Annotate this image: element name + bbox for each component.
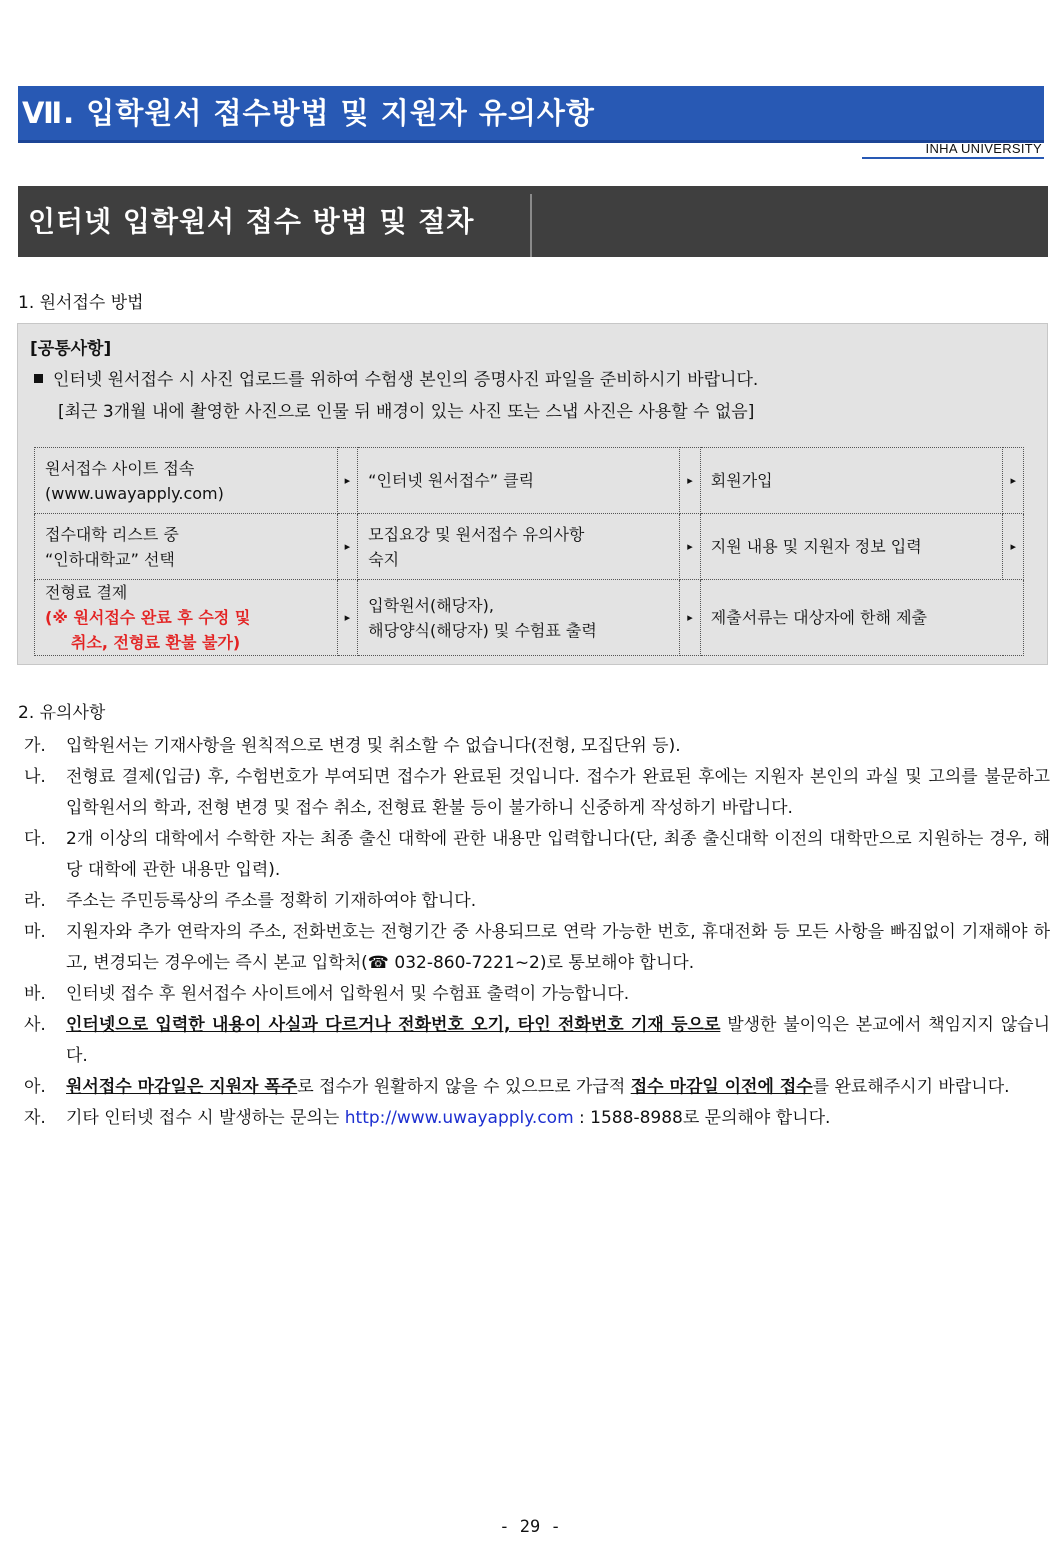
item-marker: 아. [24,1077,46,1097]
page-number: - 29 - [499,1517,561,1537]
steps-row [35,514,1024,580]
step-text: 입학원서(해당자), [368,595,494,615]
item-marker: 바. [24,984,46,1004]
step-arrow-icon: ▸ [1003,514,1024,580]
item-text [66,1103,1050,1134]
photo-notice-text: 인터넷 원서접수 시 사진 업로드를 위하여 수험생 본인의 증명사진 파일을 준비하시기 바랍니다. [53,370,759,390]
common-notes-box [17,323,1048,665]
item-text-mid: 로 접수가 원활하지 않을 수 있으므로 가급적 [297,1077,631,1097]
step-cell [358,514,680,580]
chapter-underline [18,140,1044,143]
caution-item [24,762,1050,824]
photo-restriction-note: [최근 3개월 내에 촬영한 사진으로 인물 뒤 배경이 있는 사진 또는 스냅 사진은 사용할 수 없음] [58,402,755,422]
step-text: (www.uwayapply.com) [45,483,224,503]
photo-notice [34,365,758,390]
item-text: 입학원서는 기재사항을 원칙적으로 변경 및 취소할 수 없습니다(전형, 모집단위 등). [66,736,681,756]
item-text [66,1072,1050,1103]
step-text: 숙지 [368,549,400,569]
cautions-heading: 2. 유의사항 [18,703,106,723]
common-label: [공통사항] [30,339,112,359]
caution-item [24,979,1050,1010]
application-steps-table [34,447,1024,656]
item-text-pre: 기타 인터넷 접수 시 발생하는 문의는 [66,1108,345,1128]
steps-row [35,448,1024,514]
item-marker: 나. [24,767,46,787]
step-arrow-icon: ▸ [680,580,701,656]
item-text: 주소는 주민등록상의 주소를 정확히 기재하여야 합니다. [66,891,477,911]
step-cell [35,448,338,514]
caution-item [24,731,1050,762]
caution-item [24,1072,1050,1103]
section-title: 인터넷 입학원서 접수 방법 및 절차 [28,205,475,238]
step-text: 전형료 결제 [45,583,128,602]
item-marker: 자. [24,1108,46,1128]
caution-item [24,886,1050,917]
caution-item [24,824,1050,886]
step-text: 원서접수 사이트 접속 [45,458,195,478]
item-text: 인터넷 접수 후 원서접수 사이트에서 입학원서 및 수험표 출력이 가능합니다. [66,984,630,1004]
caution-item [24,917,1050,979]
item-text: 2개 이상의 대학에서 수학한 자는 최종 출신 대학에 관한 내용만 입력합니다(단, 최종 출신대학 이전의 대학만으로 지원하는 경우, 해당 대학에 관한 내용만 입력). [66,829,1050,880]
refund-warning: (※ 원서접수 완료 후 수정 및 [45,608,251,627]
item-text: 전형료 결제(입금) 후, 수험번호가 부여되면 접수가 완료된 것입니다. 접수가 완료된 후에는 지원자 본인의 과실 및 고의를 불문하고 입학원서의 학과, 전형 변경 및 접수 취소, 전형료 환불 등이 불가하니 신중하게 작성하기 바랍니다. [66,767,1050,818]
item-marker: 사. [24,1015,46,1035]
section-divider [530,194,532,257]
uwayapply-link[interactable]: http://www.uwayapply.com [344,1108,574,1128]
step-cell [358,580,680,656]
item-text-rest: 발생한 불이익은 본교에서 책임지지 않습니다. [66,1015,1050,1066]
step-cell: 지원 내용 및 지원자 정보 입력 [700,514,1003,580]
step-text: 접수대학 리스트 중 [45,524,179,544]
item-marker: 가. [24,736,46,756]
cautions-section [18,698,1050,1134]
item-marker: 마. [24,922,46,942]
step-arrow-icon: ▸ [337,448,358,514]
step-cell [35,580,338,656]
step-text: 모집요강 및 원서접수 유의사항 [368,524,585,544]
step-cell [35,514,338,580]
emphasis-text: 접수 마감일 이전에 접수 [630,1077,813,1097]
step-arrow-icon: ▸ [1003,448,1024,514]
section-header [18,186,1048,257]
item-text [66,1010,1050,1072]
step-arrow-icon: ▸ [337,580,358,656]
steps-row [35,580,1024,656]
university-label: INHA UNIVERSITY [925,141,1042,156]
item-marker: 라. [24,891,46,911]
step-cell: 회원가입 [700,448,1003,514]
caution-item [24,1010,1050,1072]
step-cell: “인터넷 원서접수” 클릭 [358,448,680,514]
step-cell: 제출서류는 대상자에 한해 제출 [700,580,1023,656]
refund-warning: 취소, 전형료 환불 불가) [71,633,241,652]
item-marker: 다. [24,829,46,849]
emphasis-text: 원서접수 마감일은 지원자 폭주 [66,1077,298,1097]
caution-item [24,1103,1050,1134]
method-heading: 1. 원서접수 방법 [18,293,144,313]
item-text: 지원자와 추가 연락자의 주소, 전화번호는 전형기간 중 사용되므로 연락 가능한 번호, 휴대전화 등 모든 사항을 빠짐없이 기재해야 하고, 변경되는 경우에는 즉시 본교 입학처(☎ 032-860-7221~2)로 통보해야 합니다. [66,922,1050,973]
step-text: “인하대학교” 선택 [45,549,175,569]
item-text-post: : 1588-8988로 문의해야 합니다. [573,1108,831,1128]
step-arrow-icon: ▸ [680,514,701,580]
step-arrow-icon: ▸ [337,514,358,580]
emphasis-text: 인터넷으로 입력한 내용이 사실과 다르거나 전화번호 오기, 타인 전화번호 기재 등으로 [66,1015,721,1035]
step-text: 해당양식(해당자) 및 수험표 출력 [368,620,597,640]
square-bullet-icon [34,374,43,383]
item-text-rest: 를 완료해주시기 바랍니다. [812,1077,1010,1097]
university-underline [862,157,1044,159]
chapter-title: Ⅶ. 입학원서 접수방법 및 지원자 유의사항 [18,86,1044,140]
step-arrow-icon: ▸ [680,448,701,514]
